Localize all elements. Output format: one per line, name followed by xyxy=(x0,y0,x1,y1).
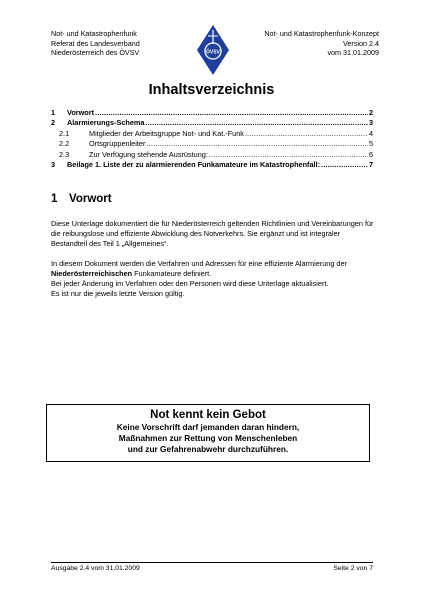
ovsv-logo-icon xyxy=(196,24,230,76)
paragraph-text: Funkamateure definiert. xyxy=(132,269,212,278)
toc-entry[interactable] xyxy=(51,129,373,139)
paragraph: Diese Unterlage dokumentiert die für Niederösterreich geltenden Richtlinien und Vereinbarungen für die reibungslose und effiziente Abwicklung des Notverkehrs. Sie ergänzt und ist integraler Bestandteil des Teil 1 „Allgemeines“. xyxy=(51,219,374,248)
toc-page: 6 xyxy=(368,149,373,159)
table-of-contents xyxy=(51,108,373,170)
logo-text: ÖVSV xyxy=(206,49,220,56)
body-text xyxy=(51,219,376,299)
notice-heading: Not kennt kein Gebot xyxy=(150,409,266,421)
toc-label: Alarmierungs-Schema xyxy=(67,118,145,128)
toc-entry[interactable] xyxy=(51,118,373,128)
footer-divider xyxy=(51,562,373,563)
toc-page: 3 xyxy=(368,118,373,128)
toc-leader xyxy=(95,108,368,118)
toc-label: Vorwort xyxy=(67,108,95,117)
section-heading xyxy=(51,193,112,205)
toc-label: Ortsgruppenleiter xyxy=(89,139,146,149)
paragraph xyxy=(51,259,376,279)
paragraph-bold-text: Niederösterreichischen xyxy=(51,269,133,278)
toc-entry[interactable] xyxy=(51,150,373,160)
toc-leader xyxy=(321,160,368,170)
header-right-line: vom 31.01.2009 xyxy=(327,48,379,58)
toc-page: 7 xyxy=(368,159,373,169)
toc-number: 2 xyxy=(51,118,56,128)
paragraph-text: In diesem Dokument werden die Verfahren und Adressen für eine effiziente Alarmierung der xyxy=(51,259,347,268)
header-left xyxy=(51,29,140,58)
notice-line: und zur Gefahrenabwehr durchzuführen. xyxy=(127,444,289,454)
page-title: Inhaltsverzeichnis xyxy=(148,82,275,98)
toc-entry[interactable] xyxy=(51,139,373,149)
notice-box xyxy=(46,404,370,462)
toc-entry[interactable] xyxy=(51,108,373,118)
header-left-line: Niederösterreich des ÖVSV xyxy=(51,48,140,58)
paragraph: Bei jeder Änderung im Verfahren oder den Personen wird diese Unterlage aktualisiert. xyxy=(51,279,329,288)
paragraph: Es ist nur die jeweils letzte Version gültig. xyxy=(51,289,185,298)
toc-label: Zur Verfügung stehende Ausrüstung: xyxy=(89,149,208,159)
toc-leader xyxy=(245,129,368,139)
toc-page: 2 xyxy=(368,108,373,117)
toc-label: Mitglieder der Arbeitsgruppe Not- und Kat.-Funk xyxy=(89,128,244,138)
toc-number: 2.3 xyxy=(59,149,70,159)
footer-page-number: Seite 2 von 7 xyxy=(333,565,373,572)
header-left-line: Not- und Katastrophenfunk xyxy=(51,29,137,38)
toc-leader xyxy=(209,150,368,160)
toc-entry[interactable] xyxy=(51,160,373,170)
toc-leader xyxy=(146,139,368,149)
header-right xyxy=(264,29,379,58)
toc-page: 5 xyxy=(368,139,373,149)
header-left-line: Referat des Landesverband xyxy=(51,38,140,48)
notice-line: Keine Vorschrift darf jemanden daran hindern, xyxy=(116,422,300,432)
section-title: Vorwort xyxy=(69,193,112,205)
footer-edition: Ausgabe 2.4 vom 31.01.2009 xyxy=(51,565,140,572)
toc-number: 3 xyxy=(51,159,56,169)
toc-number: 1 xyxy=(51,108,56,117)
toc-page: 4 xyxy=(368,128,373,138)
notice-line: Maßnahmen zur Rettung von Menschenleben xyxy=(118,433,298,443)
toc-leader xyxy=(145,118,367,128)
section-number: 1 xyxy=(51,193,58,205)
header-right-line: Not- und Katastrophenfunk-Konzept xyxy=(264,29,379,38)
header-right-line: Version 2.4 xyxy=(343,38,379,48)
toc-number: 2.2 xyxy=(59,139,70,149)
toc-number: 2.1 xyxy=(59,128,70,138)
toc-label: Beilage 1. Liste der zu alarmierenden Funkamateure im Katastrophenfall: xyxy=(67,159,321,169)
